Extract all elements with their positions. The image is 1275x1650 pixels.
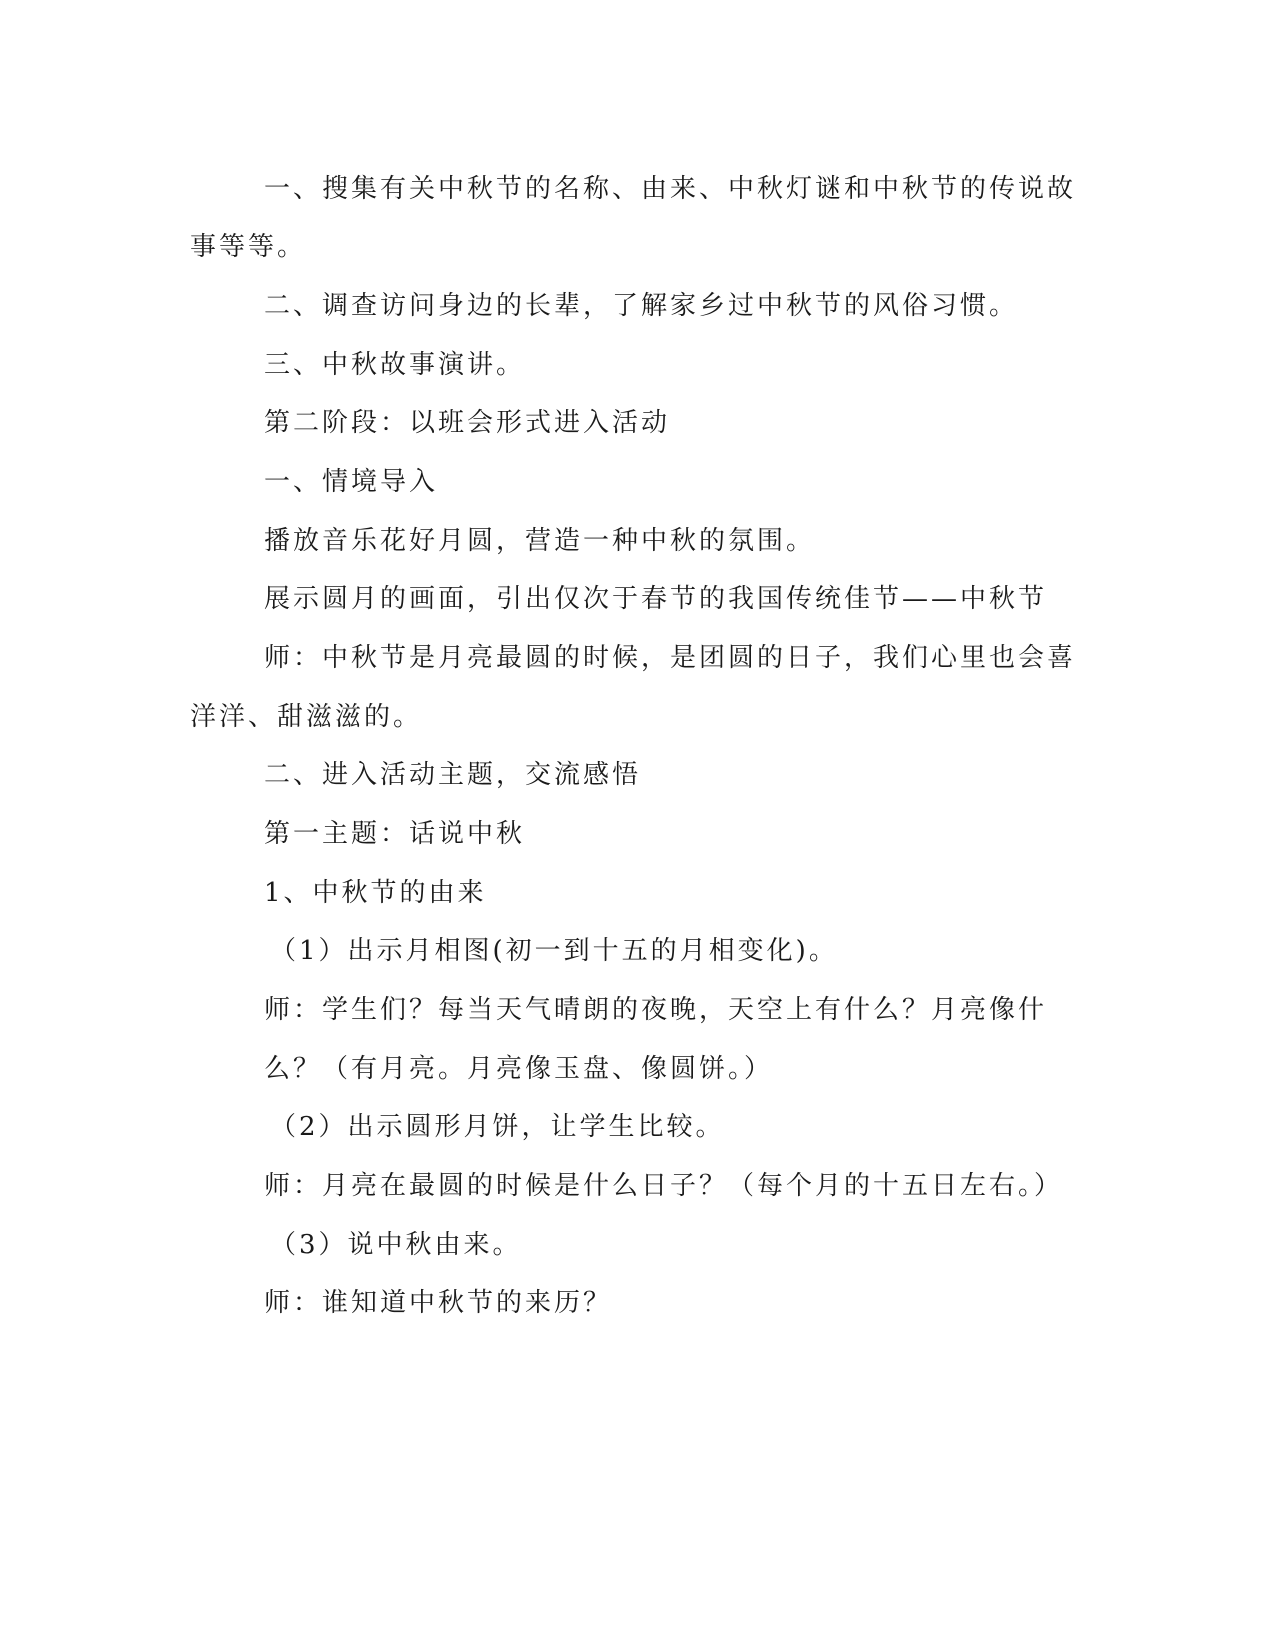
subsection-heading: 二、进入活动主题，交流感悟	[264, 760, 642, 790]
paragraph-line: 二、调查访问身边的长辈，了解家乡过中秋节的风俗习惯。	[264, 291, 1019, 321]
paragraph-line: （2）出示圆形月饼，让学生比较。	[270, 1112, 725, 1142]
paragraph-line: 洋洋、甜滋滋的。	[190, 702, 423, 732]
section-heading: 第二阶段：以班会形式进入活动	[264, 408, 671, 438]
paragraph-line: （3）说中秋由来。	[270, 1230, 522, 1260]
paragraph-line: 一、搜集有关中秋节的名称、由来、中秋灯谜和中秋节的传说故	[264, 174, 1077, 204]
paragraph-line: 么？（有月亮。月亮像玉盘、像圆饼。）	[264, 1054, 774, 1084]
paragraph-line: 三、中秋故事演讲。	[264, 350, 526, 380]
paragraph-line: 师：月亮在最圆的时候是什么日子？（每个月的十五日左右。）	[264, 1171, 1064, 1201]
paragraph-line: 展示圆月的画面，引出仅次于春节的我国传统佳节——中秋节	[264, 584, 1048, 614]
paragraph-line: 事等等。	[190, 232, 307, 262]
subsection-heading: 一、情境导入	[264, 467, 439, 497]
paragraph-line: 师：学生们？每当天气晴朗的夜晚，天空上有什么？月亮像什	[264, 995, 1048, 1025]
topic-heading: 第一主题：话说中秋	[264, 819, 526, 849]
item-heading: 1、中秋节的由来	[264, 878, 487, 908]
paragraph-line: 师：谁知道中秋节的来历？	[264, 1288, 613, 1318]
paragraph-line: 播放音乐花好月圆，营造一种中秋的氛围。	[264, 526, 816, 556]
paragraph-line: （1）出示月相图(初一到十五的月相变化)。	[270, 936, 838, 966]
paragraph-line: 师：中秋节是月亮最圆的时候，是团圆的日子，我们心里也会喜	[264, 643, 1077, 673]
